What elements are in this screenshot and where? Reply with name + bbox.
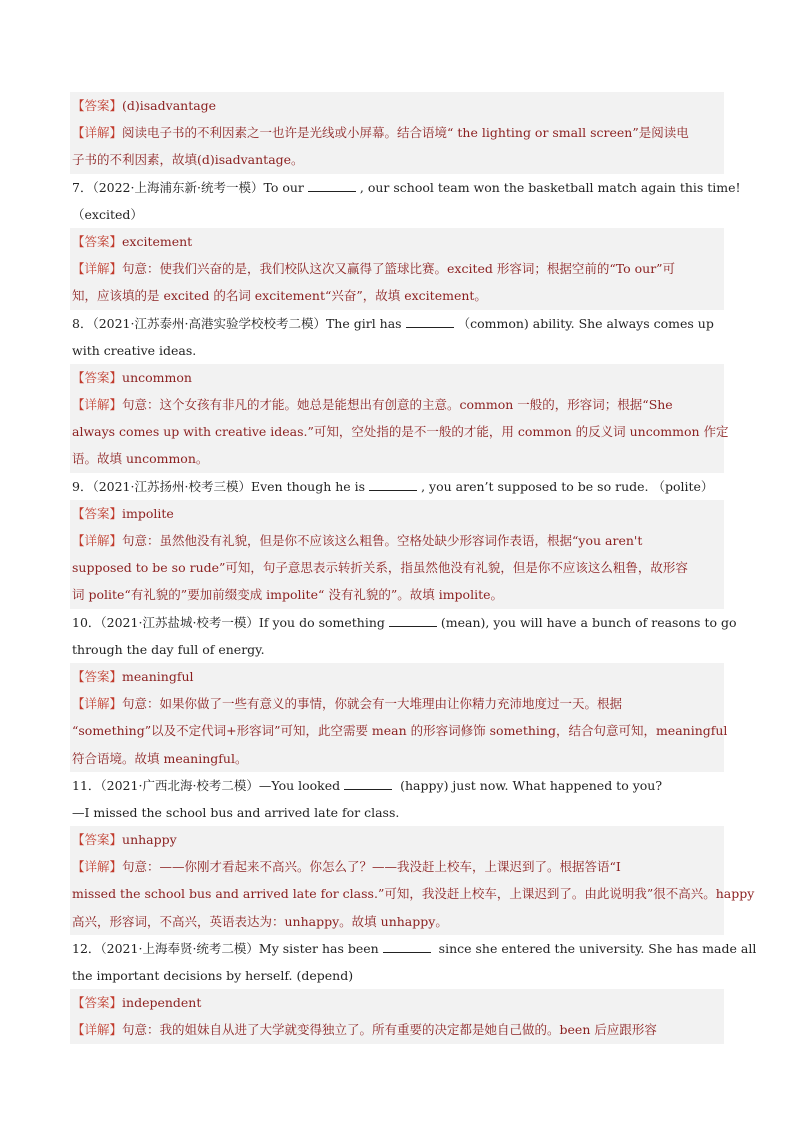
answer-row xyxy=(70,500,724,527)
explain-text: 语。故填 uncommon。 xyxy=(70,445,724,472)
answer-tag: 【答案】 xyxy=(72,995,123,1011)
answer-text: (d)isadvantage xyxy=(122,98,217,113)
explain-text: 句意：虽然他没有礼貌，但是你不应该这么粗鲁。空格处缺少形容词作表语，根据“you aren't xyxy=(122,533,643,548)
answer-text: uncommon xyxy=(122,369,192,385)
explain-row xyxy=(70,119,724,146)
question-text: since she entered the university. She has made all xyxy=(434,940,757,956)
explain-tag: 【详解】 xyxy=(72,1022,123,1038)
answer-row xyxy=(70,826,724,853)
explain-text: 句意：这个女孩有非凡的才能。她总是能想出有创意的主意。common 一般的，形容词；根据“She xyxy=(122,397,673,413)
question-line xyxy=(70,310,724,337)
explain-text: 高兴，形容词，不高兴，英语表达为：unhappy。故填 unhappy。 xyxy=(70,908,724,935)
question-line xyxy=(70,473,724,500)
question-text: 12．（2021·上海奉贤·统考二模）My sister has been xyxy=(72,940,379,956)
answer-text: meaningful xyxy=(122,668,194,684)
exercise-item-q7 xyxy=(70,174,741,310)
answer-text: unhappy xyxy=(122,832,177,848)
explain-tag: 【详解】 xyxy=(72,397,123,413)
question-line: （excited） xyxy=(72,206,143,222)
question-text: 10．（2021·江苏盐城·校考一模）If you do something xyxy=(72,614,385,630)
blank-line xyxy=(406,315,454,328)
explain-text: 阅读电子书的不利因素之一也许是光线或小屏幕。结合语境“ the lighting or small screen”是阅读电 xyxy=(122,125,689,141)
explain-tag: 【详解】 xyxy=(72,696,123,712)
answer-tag: 【答案】 xyxy=(72,98,123,113)
explain-row xyxy=(70,527,724,554)
exercise-item-q6 xyxy=(70,92,724,174)
explain-text: always comes up with creative ideas.”可知，空处指的是不一般的才能，用 common 的反义词 uncommon 作定 xyxy=(70,418,724,445)
explain-text: 句意：使我们兴奋的是，我们校队这次又赢得了篮球比赛。excited 形容词；根据空前的“To our”可 xyxy=(122,261,676,277)
explain-text: “something”以及不定代词+形容词”可知，此空需要 mean 的形容词修饰 something，结合句意可知，meaningful xyxy=(70,717,724,744)
answer-text: independent xyxy=(122,995,202,1011)
explain-text: missed the school bus and arrived late for class.”可知，我没赶上校车，上课迟到了。由此说明我”很不高兴。happy xyxy=(70,880,724,907)
answer-row xyxy=(70,364,724,391)
explain-tag: 【详解】 xyxy=(72,125,123,141)
question-text: （common) ability. She always comes up xyxy=(457,315,714,331)
explain-text: 知，应该填的是 excited 的名词 excitement“兴奋”，故填 excitement。 xyxy=(70,282,724,309)
answer-tag: 【答案】 xyxy=(72,505,123,521)
answer-row xyxy=(70,989,724,1016)
exercise-item-q8 xyxy=(70,310,729,473)
question-line xyxy=(70,609,737,636)
question-text: , our school team won the basketball match again this time! xyxy=(359,179,741,195)
question-text: (happy) just now. What happened to you? xyxy=(396,777,663,793)
blank-line xyxy=(389,614,437,627)
question-text: 8．（2021·江苏泰州·高港实验学校校考二模）The girl has xyxy=(72,315,402,331)
exercise-item-q10 xyxy=(70,609,737,772)
question-text: 7．（2022·上海浦东新·统考一模）To our xyxy=(72,179,304,195)
question-text: 11．（2021·广西北海·校考二模）—You looked xyxy=(72,777,341,793)
answer-tag: 【答案】 xyxy=(72,832,123,848)
explain-row xyxy=(70,391,724,418)
answer-tag: 【答案】 xyxy=(72,668,123,684)
explain-tag: 【详解】 xyxy=(72,261,123,277)
blank-line xyxy=(369,478,417,491)
explain-text: 子书的不利因素，故填(d)isadvantage。 xyxy=(70,146,724,173)
blank-line xyxy=(344,777,392,790)
explain-text: 句意：如果你做了一些有意义的事情，你就会有一大堆理由让你精力充沛地度过一天。根据 xyxy=(122,696,623,712)
explain-row xyxy=(70,853,724,880)
answer-text: excitement xyxy=(122,233,193,249)
blank-line xyxy=(383,940,431,953)
answer-text: impolite xyxy=(122,505,174,521)
exercise-item-q12 xyxy=(70,935,757,1044)
question-line: the important decisions by herself. (depend) xyxy=(72,968,354,983)
explain-row xyxy=(70,1016,724,1043)
question-line xyxy=(70,174,741,201)
explain-row xyxy=(70,255,724,282)
question-text: 9．（2021·江苏扬州·校考三模）Even though he is xyxy=(72,478,366,494)
answer-row xyxy=(70,228,724,255)
explain-tag: 【详解】 xyxy=(72,533,123,548)
question-line: —I missed the school bus and arrived late for class. xyxy=(72,804,400,820)
question-line: through the day full of energy. xyxy=(72,641,265,657)
explain-text: supposed to be so rude”可知，句子意思表示转折关系，指虽然他没有礼貌，但是你不应该这么粗鲁，故形容 xyxy=(70,554,724,581)
question-text: (mean), you will have a bunch of reasons to go xyxy=(440,614,737,630)
exercise-item-q11 xyxy=(70,772,755,935)
exercise-item-q9 xyxy=(70,473,724,609)
explain-text: 符合语境。故填 meaningful。 xyxy=(70,745,724,772)
question-line xyxy=(70,772,724,799)
explain-text: 词 polite“有礼貌的”要加前缀变成 impolite“ 没有礼貌的”。故填 impolite。 xyxy=(70,581,724,608)
explain-tag: 【详解】 xyxy=(72,859,123,875)
answer-row xyxy=(70,92,724,119)
explain-text: 句意：——你刚才看起来不高兴。你怎么了？——我没赶上校车，上课迟到了。根据答语“I xyxy=(122,859,621,875)
explain-row xyxy=(70,690,724,717)
question-line xyxy=(70,935,757,962)
exercise-content xyxy=(70,92,757,1044)
answer-tag: 【答案】 xyxy=(72,369,123,385)
answer-tag: 【答案】 xyxy=(72,233,123,249)
question-line: with creative ideas. xyxy=(72,342,197,358)
blank-line xyxy=(308,179,356,192)
answer-row xyxy=(70,663,724,690)
explain-text: 句意：我的姐妹自从进了大学就变得独立了。所有重要的决定都是她自己做的。been 后应跟形容 xyxy=(122,1022,657,1038)
question-text: , you aren’t supposed to be so rude. （polite） xyxy=(421,478,714,494)
